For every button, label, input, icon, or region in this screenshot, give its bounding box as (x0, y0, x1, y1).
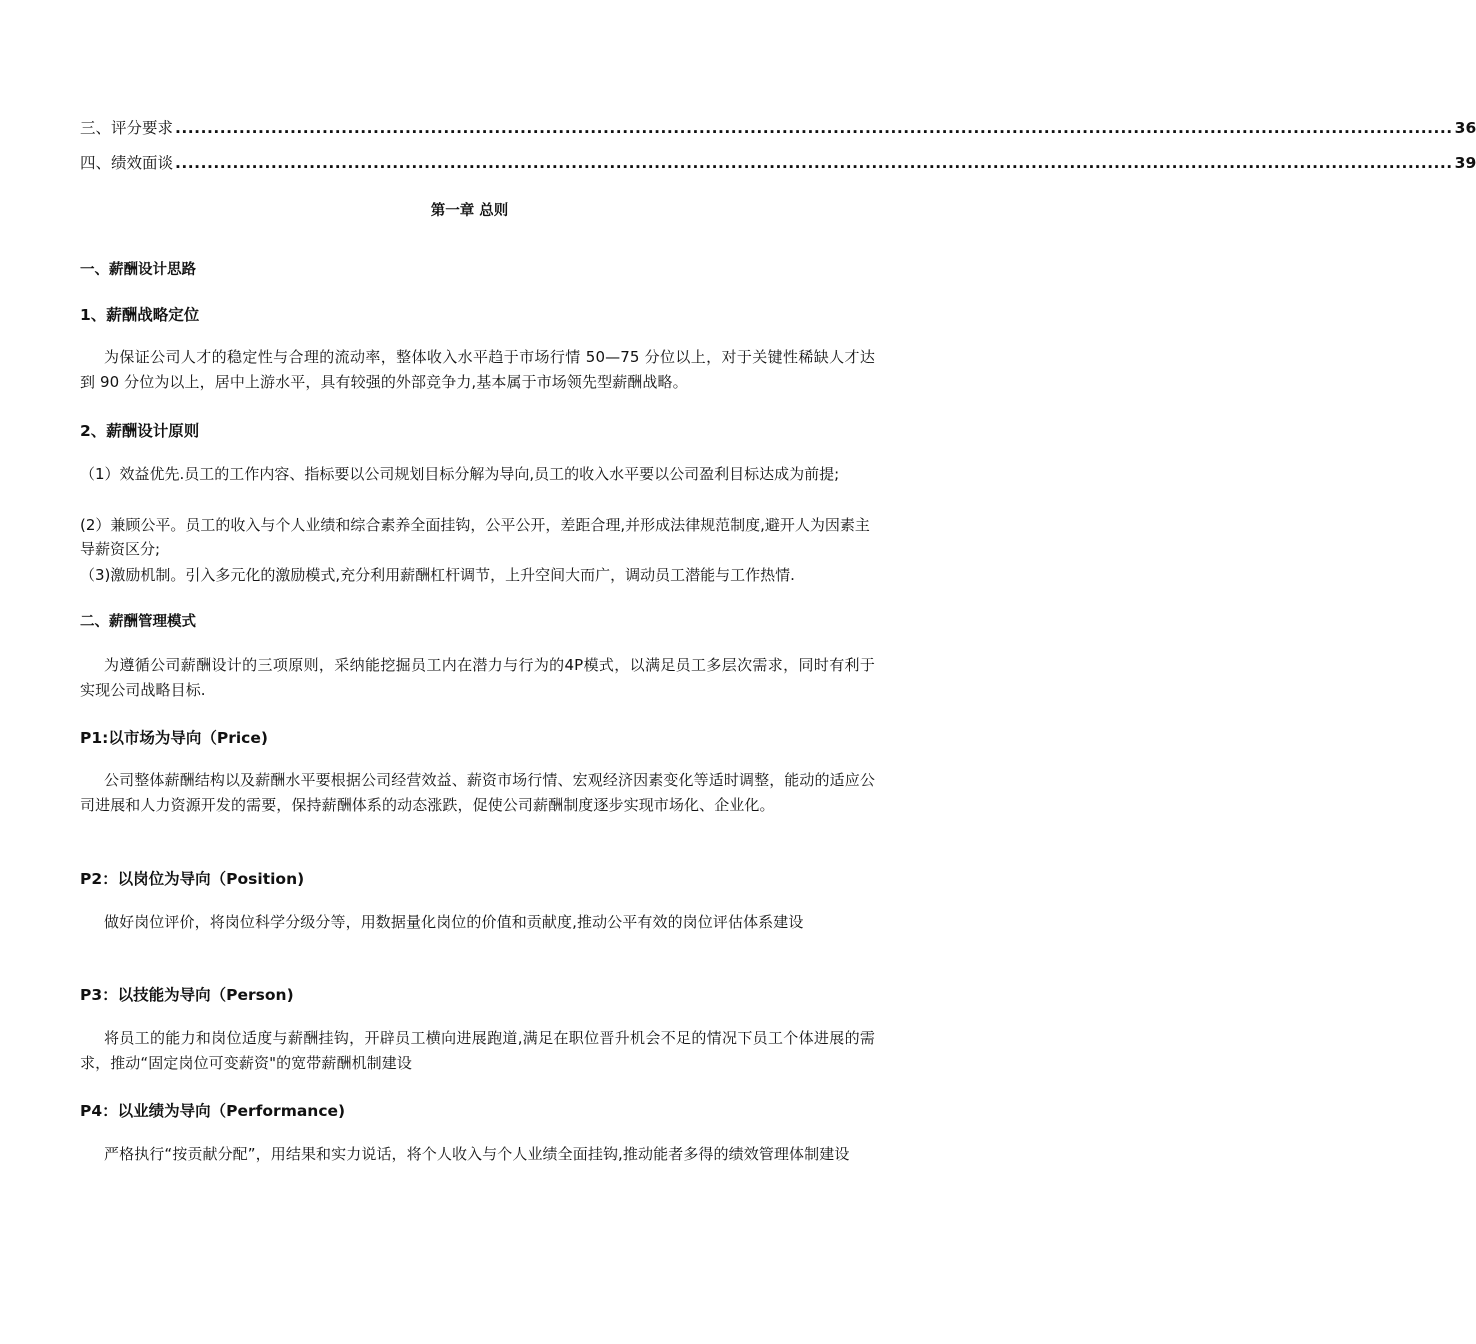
subsection-title: P4：以业绩为导向（Performance) (80, 1102, 346, 1120)
toc-dot-leader: ........................................................................................................................................................................................................ (175, 119, 1453, 137)
paragraph: 公司整体薪酬结构以及薪酬水平要根据公司经营效益、薪资市场行情、宏观经济因素变化等适时调整，能动的适应公司进展和人力资源开发的需要，保持薪酬体系的动态涨跌，促使公司薪酬制度逐步实现市场化、企业化。 (80, 771, 875, 814)
paragraph: 为遵循公司薪酬设计的三项原则，采纳能挖掘员工内在潜力与行为的4P模式，以满足员工多层次需求，同时有利于实现公司战略目标. (80, 656, 875, 699)
toc-dot-leader: ........................................................................................................................................................................................................ (175, 154, 1453, 172)
toc-entry[interactable] (80, 117, 1476, 139)
toc-entry-page: 36 (1454, 119, 1476, 137)
chapter-title: 第一章 总则 (430, 203, 509, 219)
subsection-title: 1、薪酬战略定位 (80, 306, 200, 324)
subsection-title: P2：以岗位为导向（Position) (80, 870, 305, 888)
paragraph: 为保证公司人才的稳定性与合理的流动率，整体收入水平趋于市场行情 50—75 分位以上，对于关键性稀缺人才达到 90 分位为以上，居中上游水平，具有较强的外部竞争力,基本属于市场领先型薪酬战略。 (80, 348, 875, 391)
toc-entry[interactable] (80, 152, 1476, 174)
section-title: 二、薪酬管理模式 (80, 614, 196, 630)
toc-entry-label: 三、评分要求 (80, 119, 174, 137)
toc-entry-label: 四、绩效面谈 (80, 154, 174, 172)
list-item: （1）效益优先.员工的工作内容、指标要以公司规划目标分解为导向,员工的收入水平要以公司盈利目标达成为前提; (80, 465, 840, 483)
subsection-title: P1:以市场为导向（Price) (80, 729, 268, 747)
paragraph: 做好岗位评价，将岗位科学分级分等，用数据量化岗位的价值和贡献度,推动公平有效的岗位评估体系建设 (104, 913, 804, 931)
toc-entry-page: 39 (1454, 154, 1476, 172)
paragraph: 严格执行“按贡献分配”，用结果和实力说话，将个人收入与个人业绩全面挂钩,推动能者多得的绩效管理体制建设 (104, 1145, 850, 1163)
section-title: 一、薪酬设计思路 (80, 262, 196, 278)
paragraph: 将员工的能力和岗位适度与薪酬挂钩，开辟员工横向进展跑道,满足在职位晋升机会不足的情况下员工个体进展的需求，推动“固定岗位可变薪资"的宽带薪酬机制建设 (80, 1029, 875, 1072)
list-item: (2）兼顾公平。员工的收入与个人业绩和综合素养全面挂钩，公平公开，差距合理,并形成法律规范制度,避开人为因素主导薪资区分; (80, 516, 870, 558)
subsection-title: P3：以技能为导向（Person) (80, 986, 294, 1004)
list-item: （3)激励机制。引入多元化的激励模式,充分利用薪酬杠杆调节，上升空间大而广，调动员工潜能与工作热情. (80, 566, 795, 584)
subsection-title: 2、薪酬设计原则 (80, 422, 200, 440)
